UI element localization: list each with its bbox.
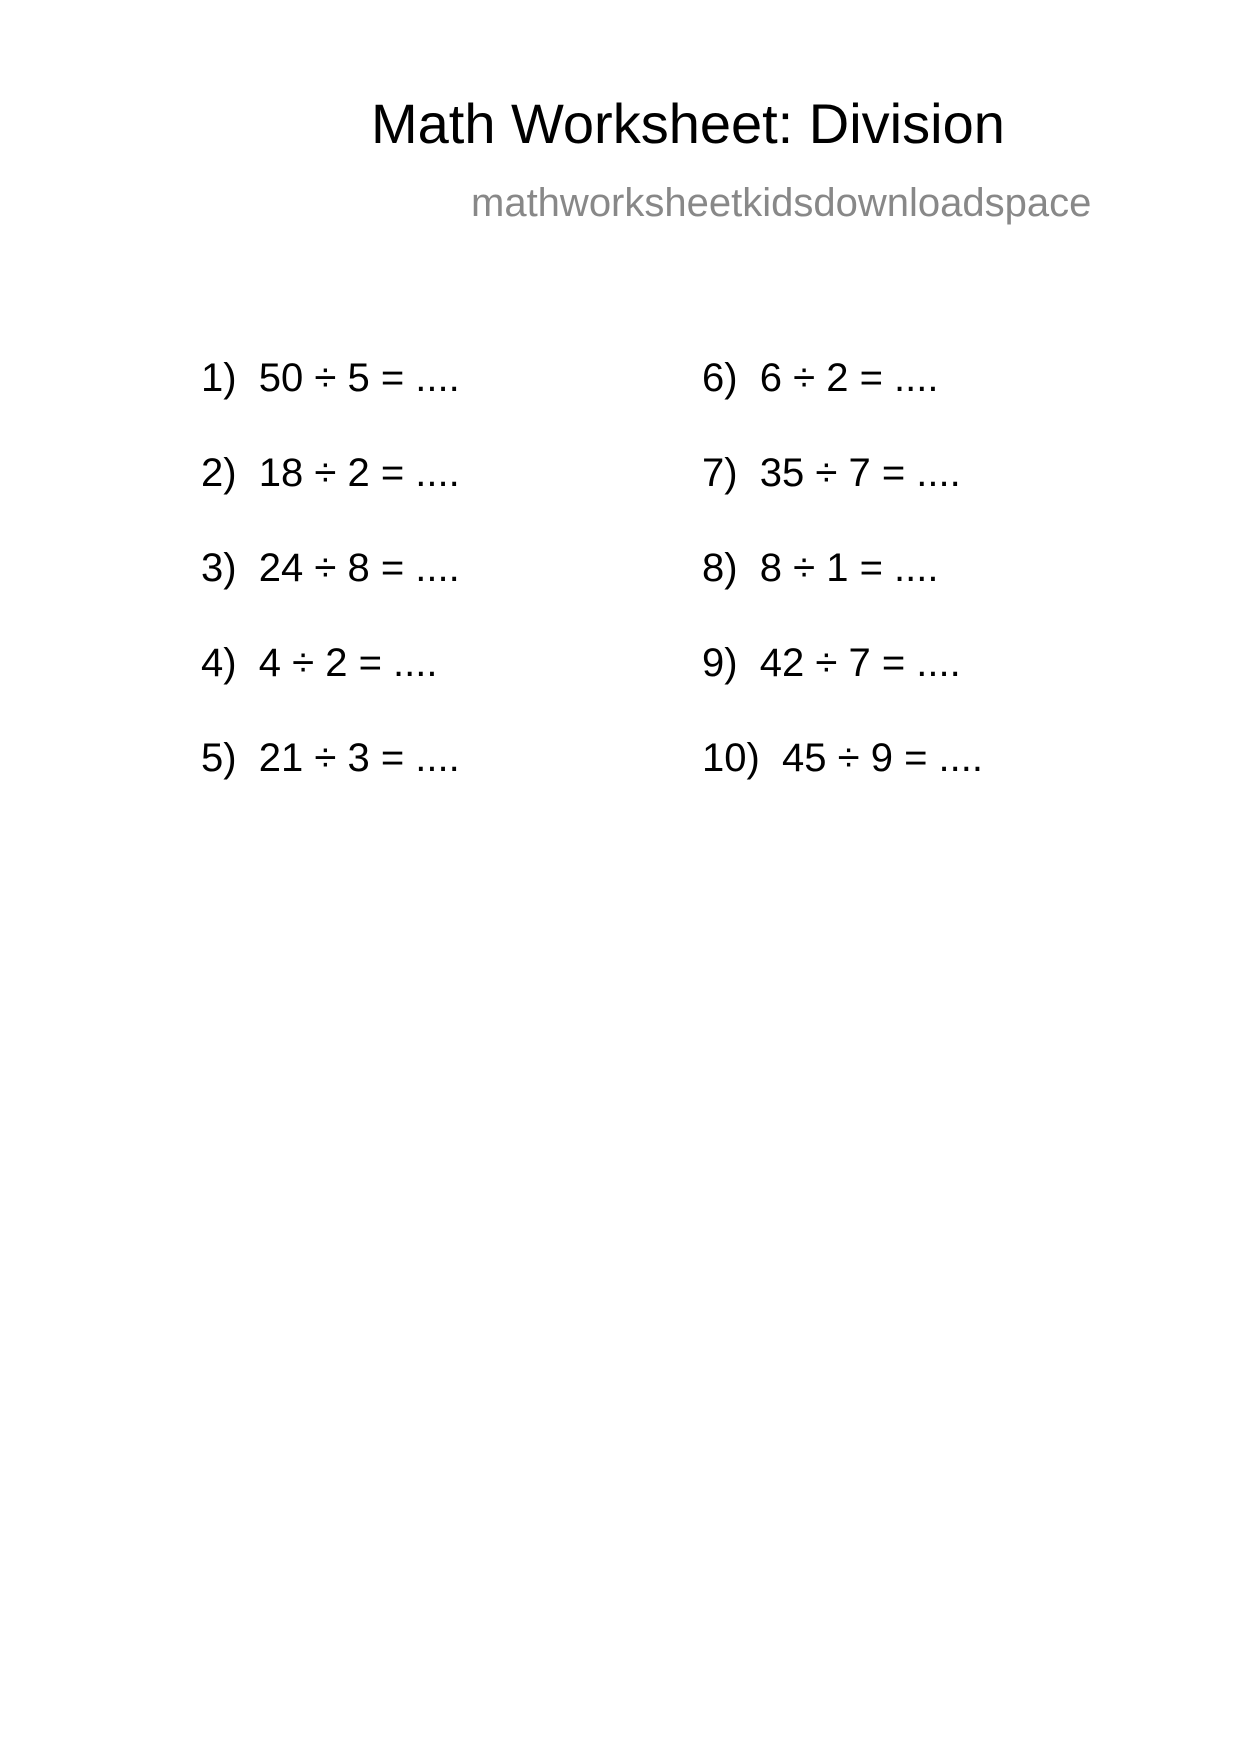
problem-3: 3) 24 ÷ 8 = .... [201, 546, 460, 590]
problem-6: 6) 6 ÷ 2 = .... [702, 356, 939, 400]
problem-8: 8) 8 ÷ 1 = .... [702, 546, 939, 590]
problem-4: 4) 4 ÷ 2 = .... [201, 641, 438, 685]
problem-10: 10) 45 ÷ 9 = .... [702, 736, 983, 780]
problem-7: 7) 35 ÷ 7 = .... [702, 451, 961, 495]
problem-5: 5) 21 ÷ 3 = .... [201, 736, 460, 780]
problem-1: 1) 50 ÷ 5 = .... [201, 356, 460, 400]
page-title: Math Worksheet: Division [371, 92, 1005, 155]
page-subtitle: mathworksheetkidsdownloadspace [471, 181, 1092, 225]
problem-2: 2) 18 ÷ 2 = .... [201, 451, 460, 495]
problem-9: 9) 42 ÷ 7 = .... [702, 641, 961, 685]
